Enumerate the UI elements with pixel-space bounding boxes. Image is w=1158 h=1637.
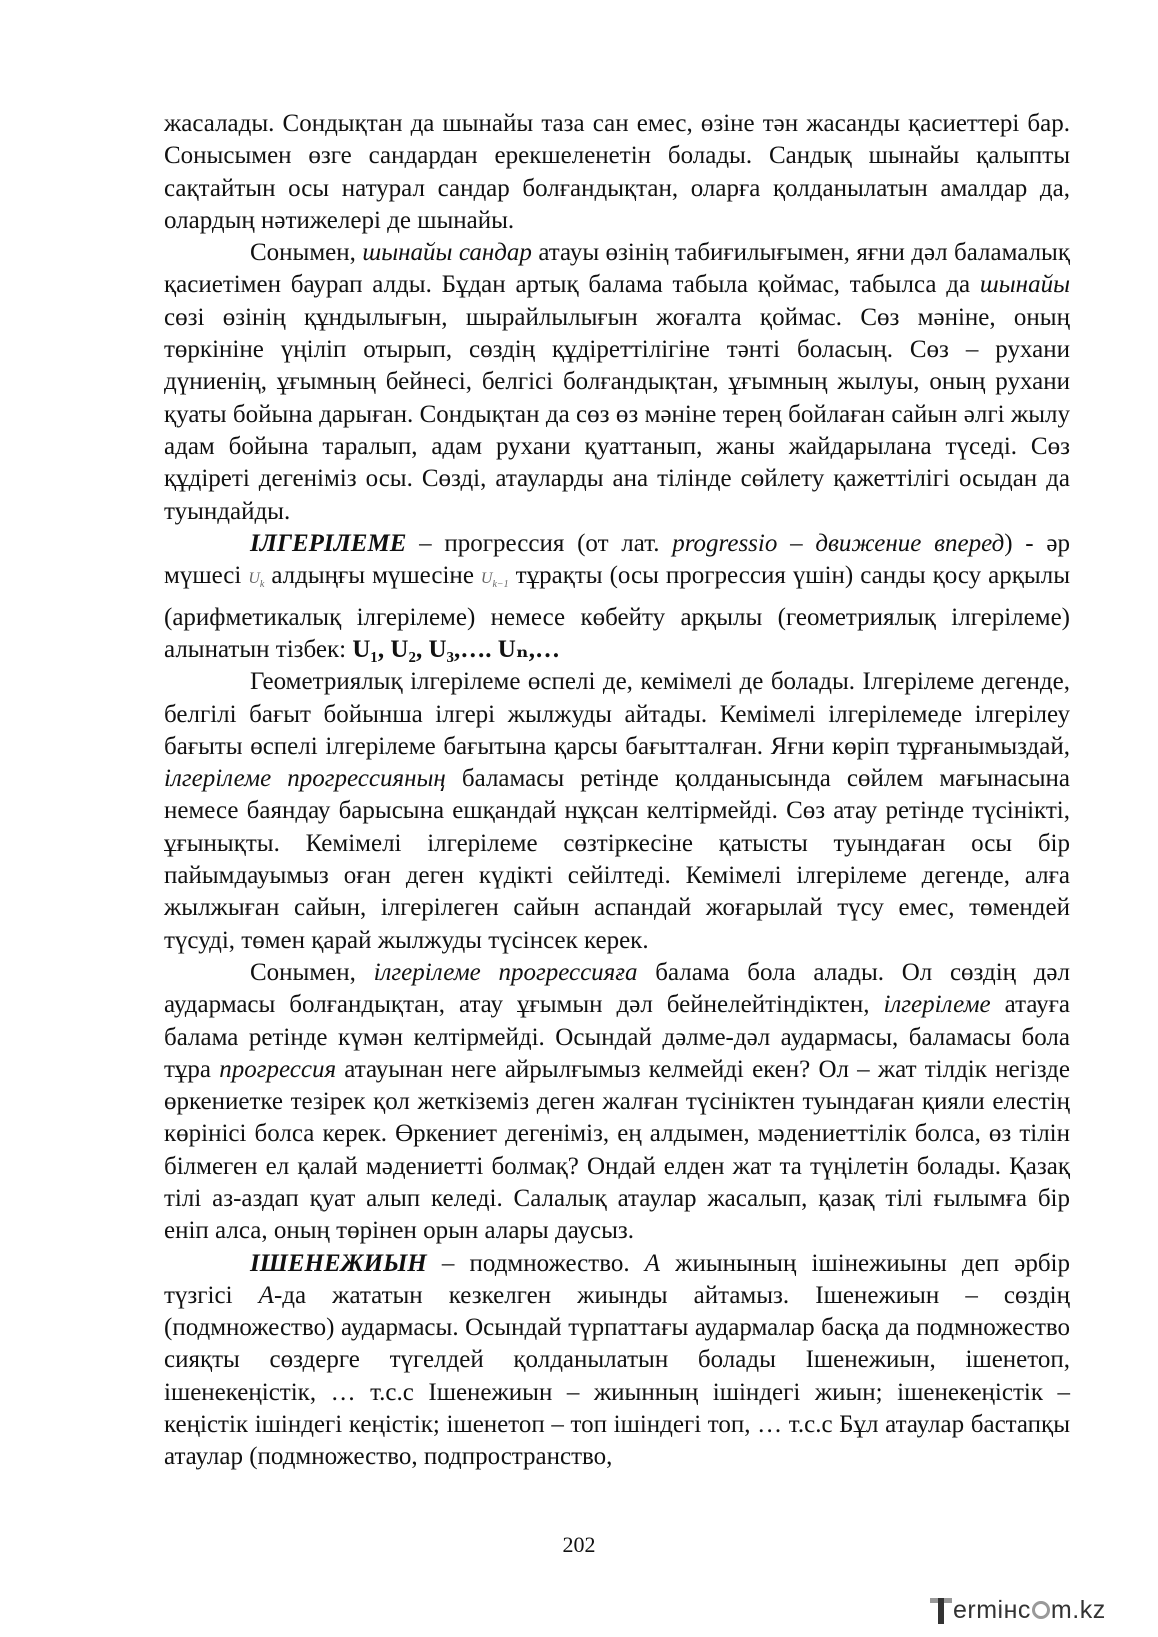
italic-term: шынайы сандар <box>362 239 532 267</box>
latin-gloss: progressio – движение вперед <box>672 529 1005 557</box>
symbol-u-k-minus-1 <box>480 570 509 591</box>
paragraph-1: жасалады. Сондықтан да шынайы таза сан емес, өзіне тән жасанды қасиеттері бар. Сонысымен өзге сандардан ерекшеленетін болады. Сандық шынайы қалыпты сақтайтын осы натурал сандар болғандықтан, оларға қолданылатын амалдар да, олардың нәтижелері де шынайы. <box>164 110 1070 234</box>
symbol-letter: U <box>248 570 260 588</box>
entry-ilgerileme <box>164 528 1070 666</box>
entry-ishenezhiyn <box>164 1248 1070 1474</box>
text-run: алдыңғы мүшесіне <box>264 562 481 590</box>
paragraph-shynayy-sandar <box>164 237 1070 528</box>
symbol-subscript: k−1 <box>492 579 509 591</box>
entry-term: ІЛГЕРІЛЕМЕ <box>250 529 407 557</box>
logo-text-part: m.kz <box>1050 1595 1106 1624</box>
italic-term: ілгерілеме прогрессияның <box>164 765 446 793</box>
logo-text-part: ermінc <box>953 1595 1031 1624</box>
text-run: атауға балама ретінде күмән келтірмейді. Осындай дәлме-дәл аудармасы, баламасы бола тұра <box>164 991 1070 1083</box>
text-run: атауынан неге айрылғымыз келмейді екен? Ол – жат тілдік негізде өркениетке тезірек қол жеткіземіз деген жалған түсініктен туындаған қияли елестің көрінісі болса керек. Өркениет дегеніміз, ең алдымен, мәдениеттілік болса, өз тілін білмеген ел қалай мәдениетті болмақ? Ондай елден жат та түңілетін болады. Қазақ тілі аз-аздап қуат алып келеді. Салалық атаулар жасалып, қазақ тілі ғылымға бір еніп алса, оның төрінен орын алары даусыз. <box>164 1055 1070 1245</box>
text-run: – прогрессия (от лат. <box>406 529 673 557</box>
text-run: сөзі өзінің құндылығын, шырайлылығын жоғалта қоймас. Сөз мәніне, оның төркініне үңіліп отырып, сөздің құдіреттілігіне тәнті боласың. Сөз – рухани дүниенің, ұғымның бейнесі, белгісі болғандықтан, ұғымның жылуы, оның рухани қуаты бойына дарыған. Сондықтан да сөз өз мәніне терең бойлаған сайын әлгі жылу адам бойына таралып, адам рухани қуаттанып, жаны жайдарылана түседі. Сөз құдіреті дегеніміз осы. Сөзді, атауларды ана тілінде сөйлету қажеттілігі осыдан да туындайды. <box>164 303 1070 525</box>
text-run: балама бола алады. Ол сөздің дәл аудармасы болғандықтан, атау ұғымын дәл бейнелейтіндіктен, <box>164 958 1070 1019</box>
text-run: жиынының ішінежиыны деп әрбір түзгісі <box>164 1249 1070 1309</box>
termincom-logo <box>930 1592 1145 1628</box>
symbol-u-k <box>248 570 265 591</box>
italic-term: ілгерілеме прогрессияға <box>373 958 638 986</box>
text-run: ) - әр мүшесі <box>164 529 1070 590</box>
symbol-subscript: k <box>259 579 265 591</box>
text-run: Сонымен, <box>250 239 363 267</box>
text-run: Сонымен, <box>250 958 374 986</box>
paragraph-progression-equivalent <box>164 957 1070 1248</box>
italic-term: прогрессия <box>219 1055 337 1083</box>
italic-term: А <box>258 1281 274 1309</box>
logo-t-mark-icon <box>930 1596 952 1624</box>
symbol-letter: U <box>480 570 493 588</box>
italic-term: А <box>644 1249 661 1277</box>
text-run: -да жататын кезкелген жиынды айтамыз. Ішенежиын – сөздің (подмножество) аудармасы. Осындай түрпаттағы аудармалар басқа да подмножество сияқты сөздерге түгелдей қолданылатын болады Ішенежиын, ішенетоп, ішенекеңістік, … т.с.с Ішенежиын – жиынның ішіндегі жиын; ішенекеңістік – кеңістік ішіндегі кеңістік; ішенетоп – топ ішіндегі топ, … т.с.с Бұл атаулар бастапқы атаулар (подмножество, подпространство, <box>164 1281 1071 1471</box>
text-run: Геометриялық ілгерілеме өспелі де, кемімелі де болады. Ілгерілеме дегенде, белгілі бағыт бойынша ілгері жылжуды айтады. Кемімелі ілгерілемеде ілгерілеу бағыты өспелі ілгерілеме бағытына қарсы бағытталған. Яғни көріп тұрғанымыздай, <box>164 668 1070 760</box>
document-body <box>164 108 1070 1474</box>
text-run: тұрақты (осы прогрессия үшін) санды қосу арқылы (арифметикалық ілгерілеме) немесе көбейту арқылы (геометриялық ілгерілеме) алынатын тізбек: <box>164 562 1070 663</box>
entry-term: ІШЕНЕЖИЫН <box>250 1249 427 1277</box>
sequence-formula: U₁, U₂, U₃,…. Uₙ,… <box>352 635 561 663</box>
text-run: – подмножество. <box>426 1249 645 1277</box>
italic-term: ілгерілеме <box>883 991 991 1019</box>
paragraph-geometric-progression <box>164 666 1070 957</box>
italic-term: шынайы <box>979 271 1070 299</box>
text-run: атауы өзінің табиғилығымен, яғни дәл баламалық қасиетімен баурап алды. Бұдан артық балама табыла қоймас, табылса да <box>164 239 1070 299</box>
text-run: баламасы ретінде қолданысында сөйлем мағынасына немесе баяндау барысына ешқандай нұқсан келтірмейді. Сөз атау ретінде түсінікті, ұғынықты. Кемімелі ілгерілеме сөзтіркесіне қатысты туындаған осы бір пайымдауымыз оған деген күдікті сейілтеді. Кемімелі ілгерілеме дегенде, алға жылжыған сайын, ілгерілеген сайын аспандай жоғарылай түсу емес, төмендей түсуді, төмен қарай жылжуды түсінсек керек. <box>164 765 1070 954</box>
page-number: 202 <box>562 1532 596 1557</box>
logo-ring-icon <box>1032 1601 1050 1619</box>
